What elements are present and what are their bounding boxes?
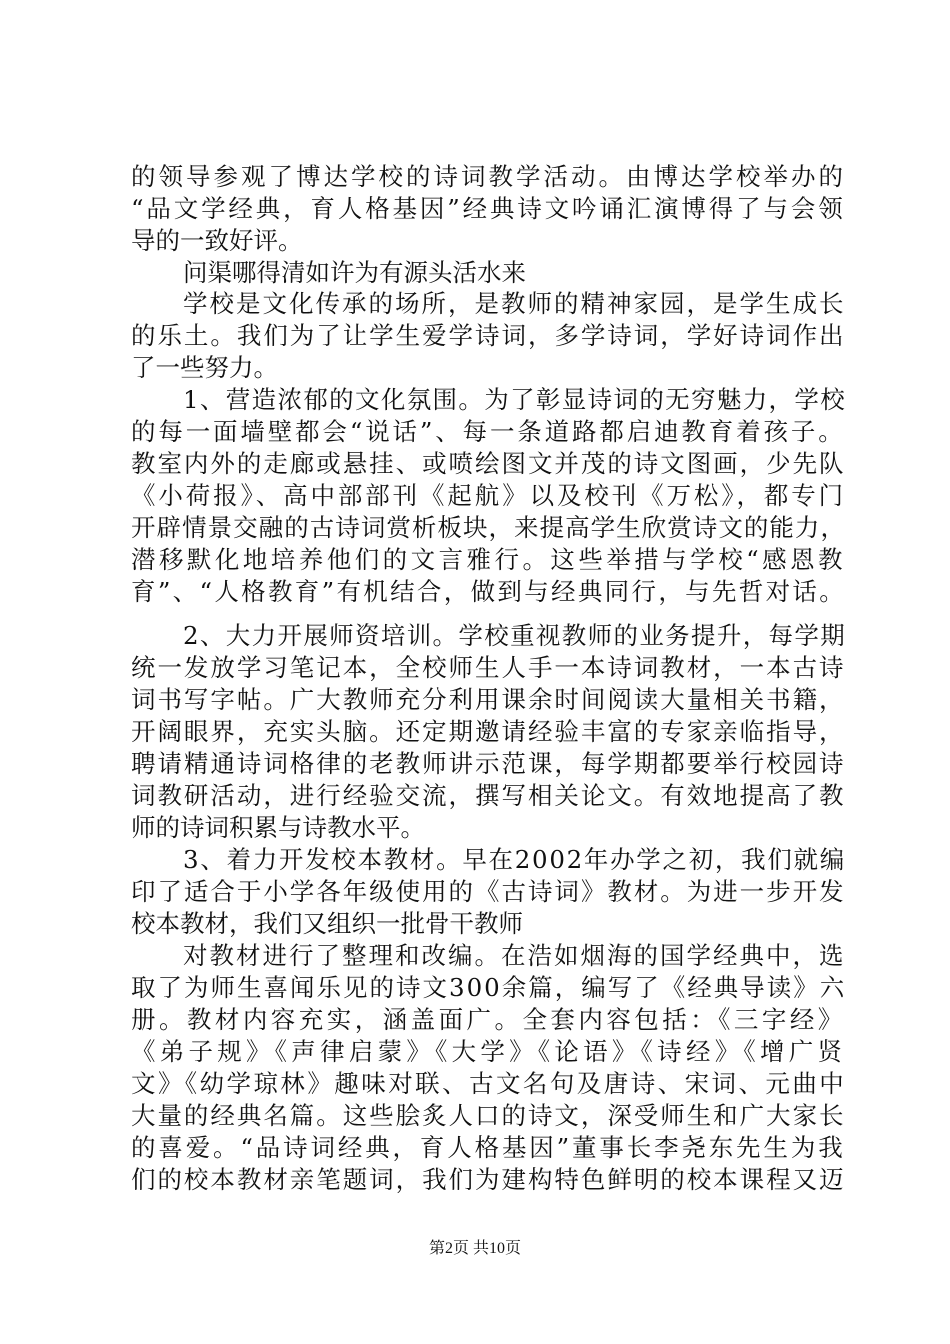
text-line: 聘请精通诗词格律的老教师讲示范课，每学期都要举行校园诗 [131, 749, 846, 778]
text-line: 统一发放学习笔记本，全校师生人手一本诗词教材，一本古诗 [131, 653, 846, 682]
text-line: 的每一面墙壁都会“说话”、每一条道路都启迪教育着孩子。 [131, 417, 846, 446]
text-line: 《小荷报》、高中部部刊《起航》以及校刊《万松》，都专门 [131, 481, 846, 510]
text-line: 《弟子规》《声律启蒙》《大学》《论语》《诗经》《增广贤 [131, 1037, 847, 1066]
text-line: 词书写字帖。广大教师充分利用课余时间阅读大量相关书籍， [131, 685, 846, 714]
text-line: 育”、“人格教育”有机结合，做到与经典同行，与先哲对话。 [131, 577, 847, 606]
text-line: 们的校本教材亲笔题词，我们为建构特色鲜明的校本课程又迈 [131, 1165, 846, 1194]
text-line: 的乐土。我们为了让学生爱学诗词，多学诗词，学好诗词作出 [131, 321, 846, 350]
text-line: 2、大力开展师资培训。学校重视教师的业务提升，每学期 [183, 621, 847, 650]
text-line: 取了为师生喜闻乐见的诗文300余篇，编写了《经典导读》六 [131, 973, 847, 1002]
text-line: 开辟情景交融的古诗词赏析板块，来提高学生欣赏诗文的能力， [131, 513, 846, 542]
text-line: 印了适合于小学各年级使用的《古诗词》教材。为进一步开发 [131, 877, 846, 906]
text-line: 1、营造浓郁的文化氛围。为了彰显诗词的无穷魅力，学校 [183, 385, 847, 414]
text-line: 学校是文化传承的场所，是教师的精神家园，是学生成长 [183, 289, 846, 318]
text-line: 词教研活动，进行经验交流，撰写相关论文。有效地提高了教 [131, 781, 846, 810]
text-line: 文》《幼学琼林》趣味对联、古文名句及唐诗、宋词、元曲中 [131, 1069, 847, 1098]
text-line: 了一些努力。 [131, 353, 278, 382]
text-line: 3、着力开发校本教材。早在2002年办学之初，我们就编 [183, 845, 846, 874]
text-line: 导的一致好评。 [131, 226, 303, 255]
text-line: 问渠哪得清如许为有源头活水来 [183, 258, 526, 287]
text-line: 的领导参观了博达学校的诗词教学活动。由博达学校举办的 [131, 162, 846, 191]
text-line: 对教材进行了整理和改编。在浩如烟海的国学经典中，选 [183, 941, 846, 970]
text-line: 师的诗词积累与诗教水平。 [131, 813, 425, 842]
text-line: 校本教材，我们又组织一批骨干教师 [131, 909, 523, 938]
text-line: “品文学经典，育人格基因”经典诗文吟诵汇演博得了与会领 [131, 194, 846, 223]
page-footer: 第2页 共10页 [428, 1240, 521, 1257]
text-line: 潜移默化地培养他们的文言雅行。这些举措与学校“感恩教 [131, 545, 847, 574]
text-line: 开阔眼界，充实头脑。还定期邀请经验丰富的专家亲临指导， [131, 717, 846, 746]
text-line: 册。教材内容充实，涵盖面广。全套内容包括：《三字经》 [131, 1005, 846, 1034]
text-line: 大量的经典名篇。这些脍炙人口的诗文，深受师生和广大家长 [131, 1101, 846, 1130]
text-line: 教室内外的走廊或悬挂、或喷绘图文并茂的诗文图画，少先队 [131, 449, 846, 478]
text-line: 的喜爱。“品诗词经典，育人格基因”董事长李尧东先生为我 [131, 1133, 846, 1162]
